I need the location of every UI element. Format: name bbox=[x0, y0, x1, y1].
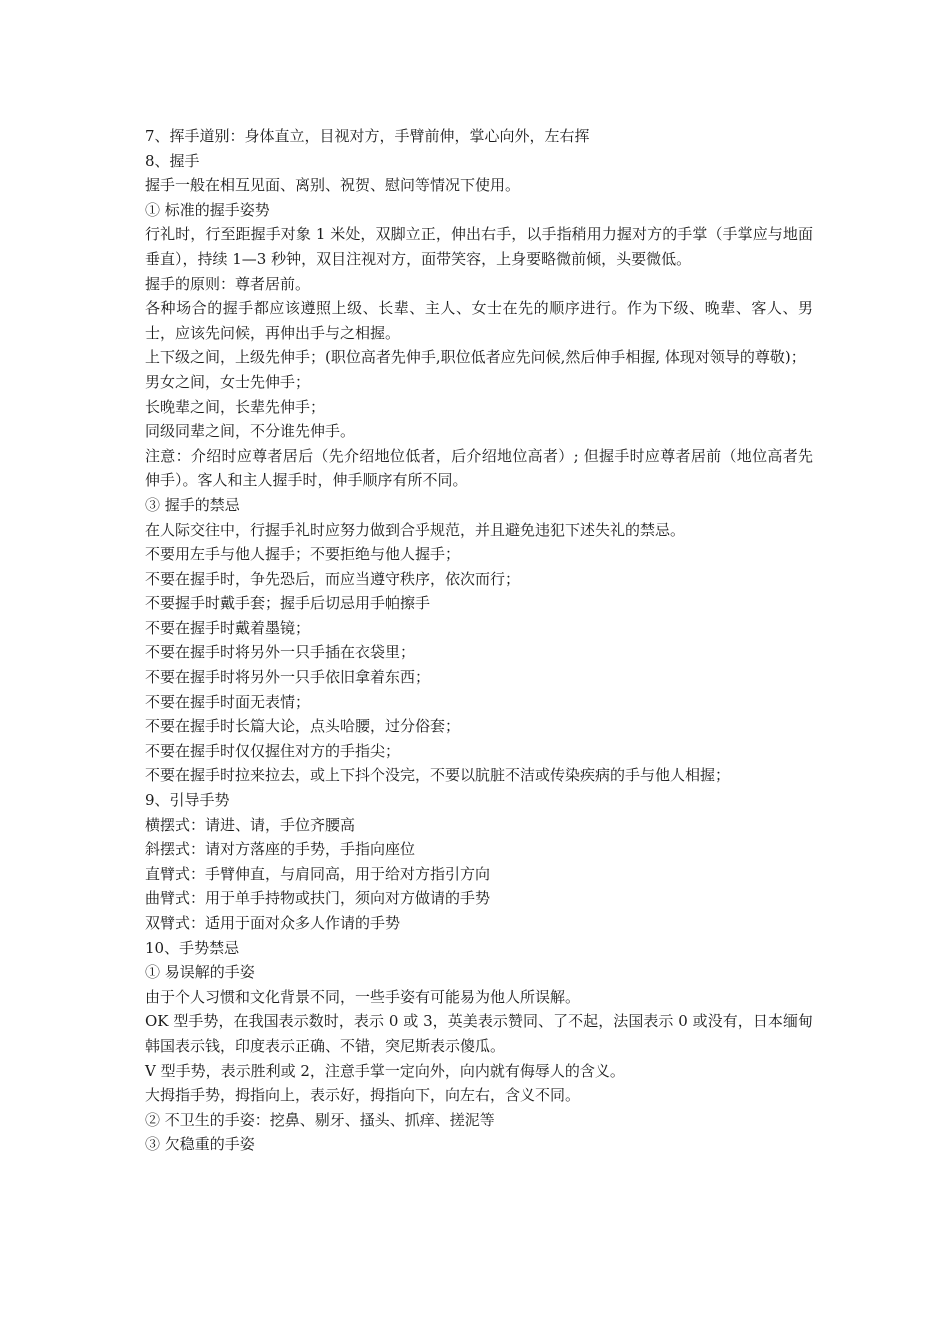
paragraph: 行礼时，行至距握手对象 1 米处，双脚立正，伸出右手，以手指稍用力握对方的手掌（手掌应与地面垂直），持续 1—3 秒钟，双目注视对方，面带笑容，上身要略微前倾，头要微低。 bbox=[145, 225, 813, 268]
list-item: 不要在握手时拉来拉去，或上下抖个没完，不要以肮脏不洁或传染疾病的手与他人相握； bbox=[145, 766, 731, 785]
list-item: 不要在握手时将另外一只手依旧拿着东西； bbox=[145, 668, 431, 687]
paragraph: 长晚辈之间，长辈先伸手； bbox=[145, 397, 326, 416]
section-heading-handshake: 8、握手 bbox=[145, 151, 200, 170]
paragraph: 同级同辈之间，不分谁先伸手。 bbox=[145, 422, 356, 441]
paragraph: OK 型手势，在我国表示数时，表示 0 或 3，英美表示赞同、了不起，法国表示 0 或没有，日本缅甸韩国表示钱，印度表示正确、不错，突尼斯表示傻瓜。 bbox=[145, 1012, 813, 1055]
paragraph: V 型手势，表示胜利或 2，注意手掌一定向外，向内就有侮辱人的含义。 bbox=[145, 1061, 625, 1080]
paragraph: 上下级之间，上级先伸手；(职位高者先伸手,职位低者应先问候,然后伸手相握, 体现对领导的尊敬)； bbox=[145, 348, 806, 367]
document-body bbox=[145, 124, 813, 1157]
list-item: 不要在握手时面无表情； bbox=[145, 692, 311, 711]
section-heading-wave: 7、挥手道别：身体直立，目视对方，手臂前伸，掌心向外，左右挥 bbox=[145, 127, 590, 145]
list-item: 曲臂式：用于单手持物或扶门，须向对方做请的手势 bbox=[145, 889, 491, 908]
list-item: 直臂式：手臂伸直，与肩同高，用于给对方指引方向 bbox=[145, 864, 491, 883]
section-heading-guide-gestures: 9、引导手势 bbox=[145, 791, 230, 810]
list-item: 不要用左手与他人握手；不要拒绝与他人握手； bbox=[145, 545, 461, 564]
subheading: ② 不卫生的手姿：挖鼻、剔牙、搔头、抓痒、搓泥等 bbox=[145, 1110, 495, 1129]
section-heading-gesture-taboos: 10、手势禁忌 bbox=[145, 938, 240, 957]
paragraph: 注意：介绍时应尊者居后（先介绍地位低者，后介绍地位高者）; 但握手时应尊者居前（地位高者先伸手）。客人和主人握手时，伸手顺序有所不同。 bbox=[145, 446, 813, 490]
subheading: ① 标准的握手姿势 bbox=[145, 200, 270, 219]
list-item: 横摆式：请进、请，手位齐腰高 bbox=[145, 815, 356, 834]
list-item: 不要在握手时将另外一只手插在衣袋里； bbox=[145, 643, 416, 662]
list-item: 不要在握手时，争先恐后，而应当遵守秩序，依次而行； bbox=[145, 569, 521, 588]
list-item: 不要在握手时仅仅握住对方的手指尖； bbox=[145, 741, 401, 760]
list-item: 双臂式：适用于面对众多人作请的手势 bbox=[145, 914, 401, 932]
list-item: 不要在握手时长篇大论，点头哈腰，过分俗套； bbox=[145, 717, 461, 736]
paragraph: 大拇指手势，拇指向上，表示好，拇指向下，向左右，含义不同。 bbox=[145, 1086, 581, 1105]
paragraph: 各种场合的握手都应该遵照上级、长辈、主人、女士在先的顺序进行。作为下级、晚辈、客人、男士，应该先问候，再伸出手与之相握。 bbox=[145, 299, 813, 342]
paragraph: 握手的原则：尊者居前。 bbox=[145, 274, 311, 293]
paragraph: 在人际交往中，行握手礼时应努力做到合乎规范，并且避免违犯下述失礼的禁忌。 bbox=[145, 520, 686, 539]
list-item: 不要握手时戴手套；握手后切忌用手帕擦手 bbox=[145, 594, 431, 613]
paragraph: 男女之间，女士先伸手； bbox=[145, 372, 311, 391]
list-item: 不要在握手时戴着墨镜； bbox=[145, 618, 311, 637]
subheading: ③ 欠稳重的手姿 bbox=[145, 1135, 255, 1154]
paragraph: 由于个人习惯和文化背景不同，一些手姿有可能易为他人所误解。 bbox=[145, 987, 581, 1006]
list-item: 斜摆式：请对方落座的手势，手指向座位 bbox=[145, 840, 416, 859]
subheading: ① 易误解的手姿 bbox=[145, 963, 255, 982]
paragraph: 握手一般在相互见面、离别、祝贺、慰问等情况下使用。 bbox=[145, 176, 521, 195]
subheading: ③ 握手的禁忌 bbox=[145, 495, 240, 514]
